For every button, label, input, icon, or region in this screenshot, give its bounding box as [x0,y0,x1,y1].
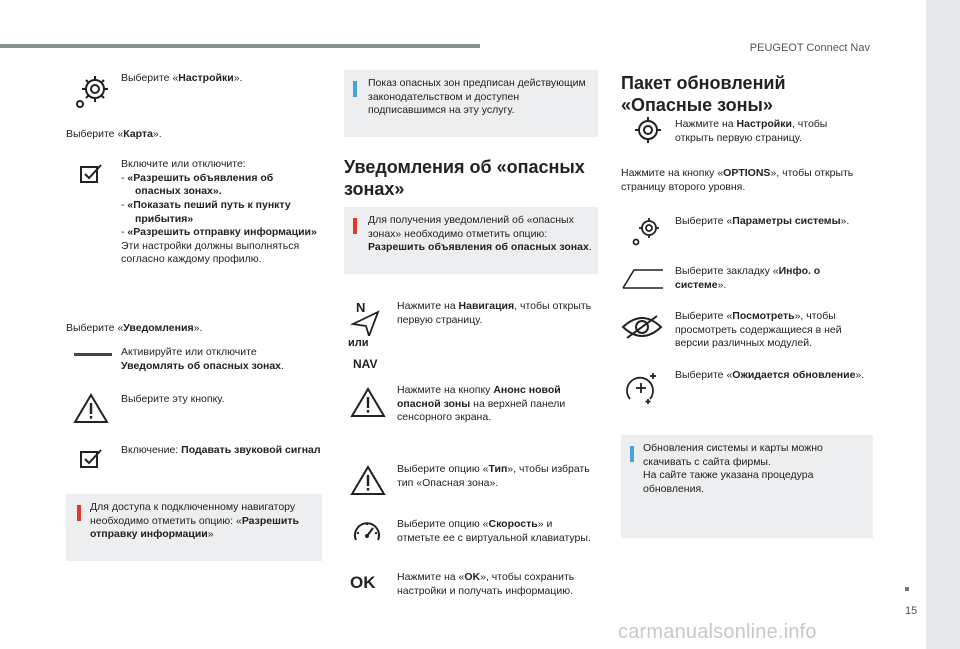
nav-button-label: NAV [353,357,378,371]
watermark-text: carmanualsonline.info [618,621,817,643]
instruction-select-view: Выберите «Посмотреть», чтобы просмотреть содержащиеся в ней версии различных модулей. [675,310,842,350]
update-refresh-icon [622,369,662,405]
instruction-announce-danger-zone: Нажмите на кнопку Анонс новой опасной зоны на верхней панели сенсорного экрана. [397,384,566,424]
warning-triangle-icon [350,386,386,418]
note-update-download: Обновления системы и карты можно скачивать с сайта фирмы. На сайте также указана процедура обновления. [621,435,873,538]
important-mark-icon [77,505,81,521]
section-heading-update-package: Пакет обновлений «Опасные зоны» [621,73,786,115]
instruction-select-button: Выберите эту кнопку. [121,393,225,405]
instruction-press-options: Нажмите на кнопку «OPTIONS», чтобы открыть страницу второго уровня. [621,167,854,193]
instruction-select-pending-update: Выберите «Ожидается обновление». [675,369,865,381]
instruction-press-navigation: Нажмите на Навигация, чтобы открыть первую страницу. [397,300,592,326]
instruction-select-system-parameters: Выберите «Параметры системы». [675,215,850,227]
warning-triangle-icon [73,392,109,424]
option-item: - «Разрешить объявления об опасных зонах». [121,171,274,198]
tab-icon [622,266,664,290]
instruction-press-ok: Нажмите на «OK», чтобы сохранить настройки и получать информацию. [397,571,575,597]
instruction-select-map: Выберите «Карта». [66,128,162,140]
info-mark-icon [353,81,357,97]
page-marker [905,587,909,591]
toggle-switch-icon [74,353,112,356]
navigation-icon-group [345,298,385,380]
header-rule [0,44,480,48]
settings-gears-icon [628,112,668,148]
speedometer-icon [351,518,383,548]
important-mark-icon [353,218,357,234]
note-legal-danger-zones: Показ опасных зон предписан действующим законодательством и доступен подписавшимся на эту услугу. [344,70,598,137]
warning-triangle-icon [350,464,386,496]
note-enable-danger-notifications: Для получения уведомлений об «опасных зонах» необходимо отметить опцию: Разрешить объявления об опасных зонах. [344,207,598,274]
instruction-select-speed: Выберите опцию «Скорость» и отметьте ее с виртуальной клавиатуры. [397,518,591,544]
navigation-arrow-icon [345,298,385,336]
instruction-activate-danger-alerts: Активируйте или отключите Уведомлять об опасных зонах. [121,346,284,372]
settings-gears-icon [73,72,113,110]
eye-icon [621,314,663,340]
section-heading-danger-notifications: Уведомления об «опасных зонах» [344,157,585,199]
instruction-select-system-info-tab: Выберите закладку «Инфо. о системе». [675,265,821,291]
or-label: или [348,337,369,349]
svg-text:N: N [356,300,366,315]
side-strip [926,0,960,649]
instruction-select-settings: Выберите «Настройки». [121,72,243,84]
page-header-title: PEUGEOT Connect Nav [749,42,870,54]
settings-gears-icon [630,215,664,247]
note-connected-navigation: Для доступа к подключенному навигатору необходимо отметить опцию: «Разрешить отправку информации» [66,494,322,561]
ok-button-label: OK [350,573,376,592]
instruction-select-type: Выберите опцию «Тип», чтобы избрать тип «Опасная зона». [397,463,590,489]
instruction-press-settings: Нажмите на Настройки, чтобы открыть первую страницу. [675,118,828,144]
checkbox-checked-icon [79,447,103,469]
instruction-select-notifications: Выберите «Уведомления». [66,322,203,334]
option-item: - «Показать пеший путь к пункту прибытия» [121,198,291,225]
checkbox-checked-icon [79,162,103,184]
info-mark-icon [630,446,634,462]
instruction-toggle-options: Включите или отключите: - «Разрешить объявления об опасных зонах». - «Показать пеший путь к пункту прибытия» - «Разрешить отправку информации» Эти настройки должны выполняться согласно каждому профилю. [121,158,321,267]
page-number: 15 [905,605,918,617]
instruction-enable-sound: Включение: Подавать звуковой сигнал [121,444,321,456]
option-item: - «Разрешить отправку информации» [121,226,317,239]
